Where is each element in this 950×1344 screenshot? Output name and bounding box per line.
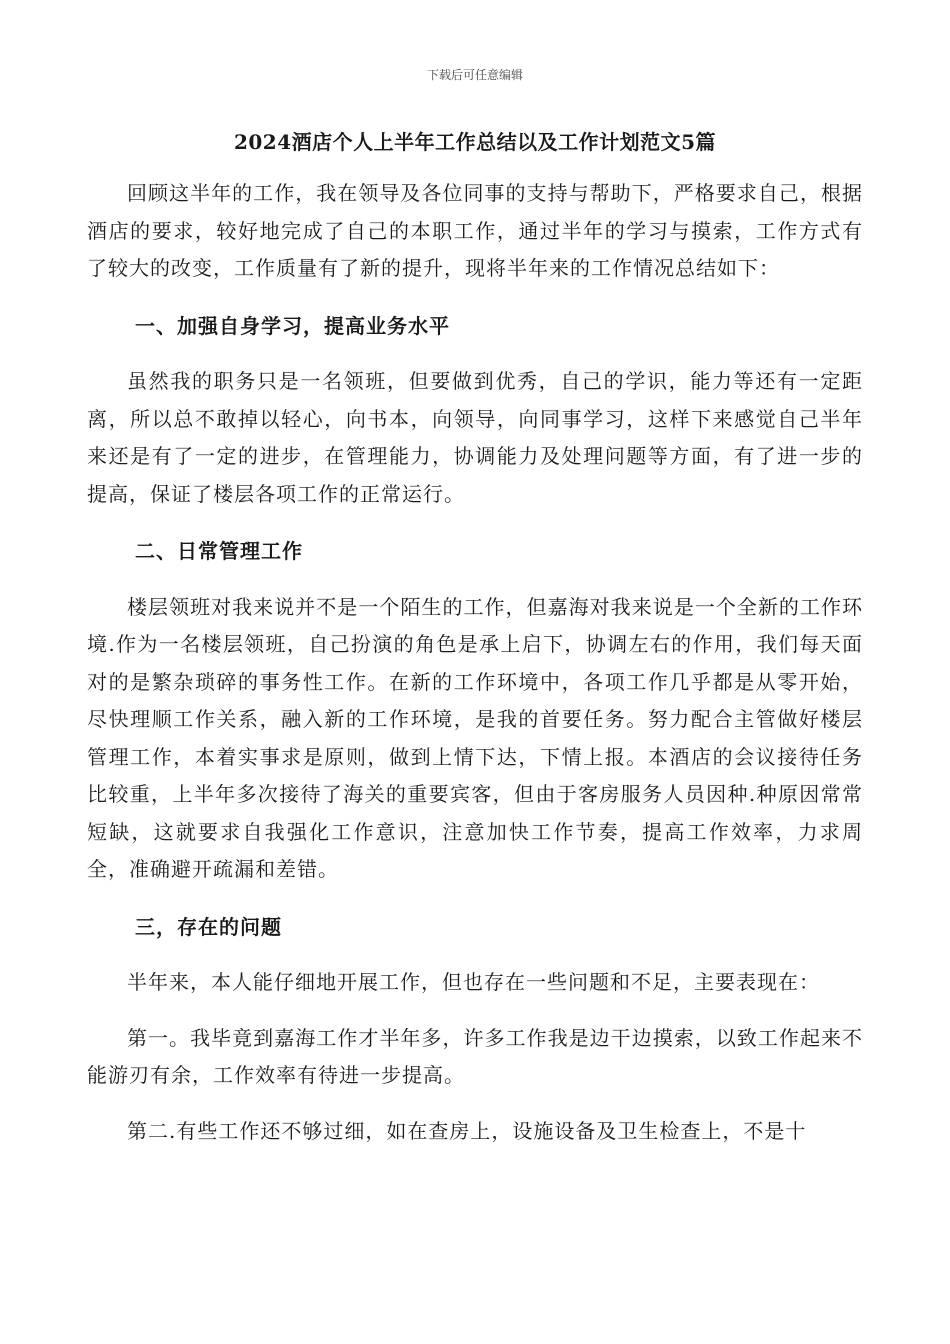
document-title: 2024酒店个人上半年工作总结以及工作计划范文5篇 bbox=[233, 130, 717, 154]
intro-paragraph: 回顾这半年的工作，我在领导及各位同事的支持与帮助下，严格要求自己，根据酒店的要求，较好地完成了自己的本职工作，通过半年的学习与摸索，工作方式有了较大的改变，工作质量有了新的提升，现将半年来的工作情况总结如下： bbox=[87, 181, 863, 280]
section-1-heading: 一、加强自身学习，提高业务水平 bbox=[135, 313, 450, 338]
document-body bbox=[87, 175, 863, 1150]
section-2-paragraph: 楼层领班对我来说并不是一个陌生的工作，但嘉海对我来说是一个全新的工作环境.作为一名楼层领班，自己扮演的角色是承上启下，协调左右的作用，我们每天面对的是繁杂琐碎的事务性工作。在新的工作环境中，各项工作几乎都是从零开始，尽快理顺工作关系，融入新的工作环境，是我的首要任务。努力配合主管做好楼层管理工作，本着实事求是原则，做到上情下达，下情上报。本酒店的会议接待任务比较重，上半年多次接待了海关的重要宾客，但由于客房服务人员因种.种原因常常短缺，这就要求自我强化工作意识，注意加快工作节奏，提高工作效率，力求周全，准确避开疏漏和差错。 bbox=[87, 594, 863, 881]
section-3-paragraph-2: 第一。我毕竟到嘉海工作才半年多，许多工作我是边干边摸索，以致工作起来不能游刃有余，工作效率有待进一步提高。 bbox=[87, 1025, 863, 1087]
section-3-paragraph-3: 第二.有些工作还不够过细，如在查房上，设施设备及卫生检查上，不是十 bbox=[127, 1118, 807, 1143]
header-note: 下载后可任意编辑 bbox=[426, 68, 523, 82]
section-1-paragraph: 虽然我的职务只是一名领班，但要做到优秀，自己的学识，能力等还有一定距离，所以总不敢掉以轻心，向书本，向领导，向同事学习，这样下来感觉自己半年来还是有了一定的进步，在管理能力，协调能力及处理问题等方面，有了进一步的提高，保证了楼层各项工作的正常运行。 bbox=[87, 369, 863, 506]
section-2-heading: 二、日常管理工作 bbox=[135, 539, 303, 563]
section-3-heading: 三，存在的问题 bbox=[135, 914, 282, 939]
section-3-paragraph-1: 半年来，本人能仔细地开展工作，但也存在一些问题和不足，主要表现在： bbox=[127, 970, 820, 994]
